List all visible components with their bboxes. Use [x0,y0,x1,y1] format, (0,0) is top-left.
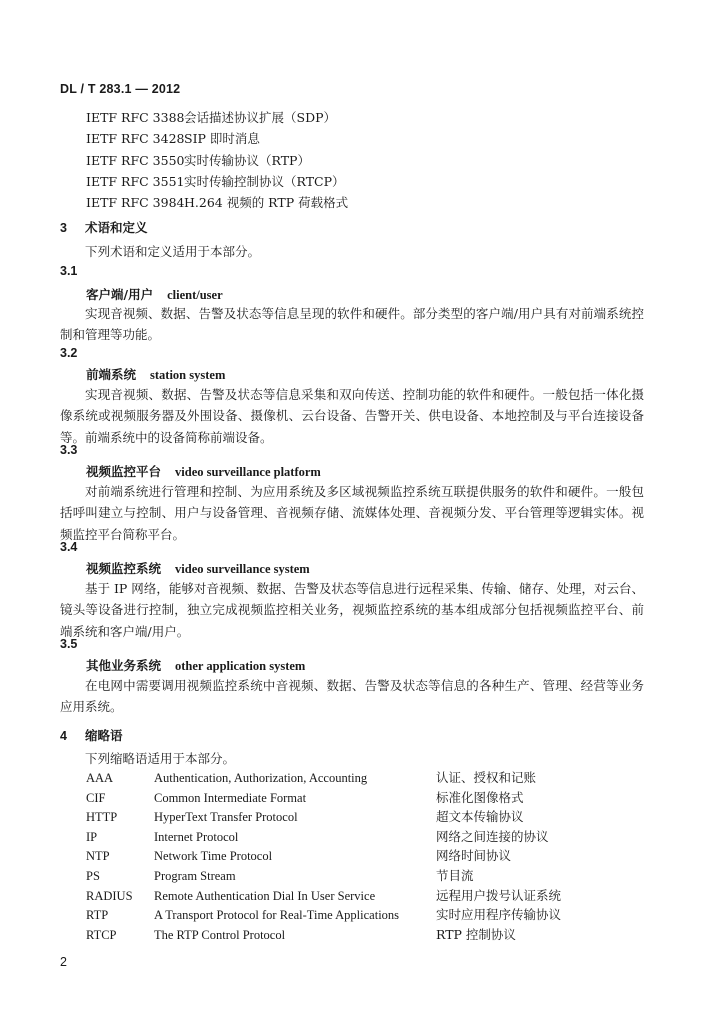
term-title [86,365,225,383]
abbreviation-row [86,788,561,808]
reference-item [86,128,348,149]
abbreviation-chinese: RTP 控制协议 [436,926,516,942]
term-en: station system [150,368,226,382]
abbreviation-row [86,827,561,847]
term-number: 3.4 [60,540,78,554]
abbreviation-table [86,768,561,944]
reference-id: IETF RFC 3388 [86,110,185,125]
reference-item [86,150,348,171]
term-en: client/user [167,288,223,302]
abbreviation-chinese: 超文本传输协议 [436,809,524,825]
abbreviation-chinese: 实时应用程序传输协议 [436,907,562,923]
abbreviation-chinese: 认证、授权和记账 [436,770,537,785]
reference-title: SIP 即时消息 [184,131,260,147]
reference-item [86,171,348,192]
abbreviation-english: Remote Authentication Dial In User Service [154,888,376,903]
term-definition: 对前端系统进行管理和控制、为应用系统及多区域视频监控系统互联提供服务的软件和硬件。一般包括呼叫建立与控制、用户与设备管理、音视频存储、流媒体处理、音视频分发、平台管理等逻辑实体。视频监控平台简称平台。 [60,484,644,542]
abbreviation-code: AAA [86,771,114,785]
abbreviation-code: CIF [86,790,106,805]
abbreviation-english: Internet Protocol [154,829,239,844]
abbreviation-row [86,768,561,788]
abbreviation-english: Program Stream [154,868,236,883]
abbreviation-code: PS [86,868,100,883]
abbreviation-chinese: 标准化图像格式 [436,789,524,805]
term-definition: 基于 IP 网络，能够对音视频、数据、告警及状态等信息进行远程采集、传输、储存、处理，对云台、镜头等设备进行控制，独立完成视频监控相关业务，视频监控系统的基本组成部分包括视频监控平台、前端系统和客户端/用户。 [60,581,644,639]
section-title: 缩略语 [85,728,123,743]
abbreviation-english: A Transport Protocol for Real-Time Applications [154,908,400,923]
term-zh: 视频监控平台 [86,464,162,479]
section-intro-abbreviations: 下列缩略语适用于本部分。 [85,751,236,766]
term-en: video surveillance system [175,562,310,576]
page-number: 2 [60,955,67,969]
abbreviation-english: HyperText Transfer Protocol [154,810,298,825]
abbreviation-chinese: 网络时间协议 [436,848,512,864]
abbreviation-chinese: 网络之间连接的协议 [436,828,549,844]
term-en: other application system [175,659,306,673]
abbreviation-code: NTP [86,849,110,864]
abbreviation-row [86,886,561,906]
reference-title: H.264 视频的 RTP 荷载格式 [184,195,349,211]
abbreviation-code: RTCP [86,927,117,942]
term-definition: 实现音视频、数据、告警及状态等信息呈现的软件和硬件。部分类型的客户端/用户具有对前端系统控制和管理等功能。 [60,306,644,343]
term-zh: 客户端/用户 [86,287,154,302]
reference-list [86,107,348,213]
term-title [86,285,223,303]
reference-title: 实时传输协议（RTP） [184,152,310,168]
abbreviation-row [86,807,561,827]
abbreviation-english: Authentication, Authorization, Accounting [154,771,368,785]
term-zh: 其他业务系统 [86,658,162,673]
abbreviation-code: RTP [86,908,109,923]
term-number: 3.2 [60,346,78,360]
term-zh: 前端系统 [86,367,137,382]
section-number: 4 [60,729,67,743]
term-en: video surveillance platform [175,465,321,479]
abbreviation-row [86,846,561,866]
abbreviation-code: RADIUS [86,888,133,903]
term-number: 3.3 [60,443,78,457]
reference-id: IETF RFC 3550 [86,152,185,168]
reference-id: IETF RFC 3551 [86,173,185,189]
term-definition: 在电网中需要调用视频监控系统中音视频、数据、告警及状态等信息的各种生产、管理、经营等业务应用系统。 [60,678,644,715]
abbreviation-row [86,905,561,925]
abbreviation-code: IP [86,829,98,844]
term-definition: 实现音视频、数据、告警及状态等信息采集和双向传送、控制功能的软件和硬件。一般包括一体化摄像系统或视频服务器及外围设备、摄像机、云台设备、告警开关、供电设备、本地控制及与平台连接设备等。前端系统中的设备简称前端设备。 [60,387,644,445]
abbreviation-english: The RTP Control Protocol [154,927,286,942]
abbreviation-code: HTTP [86,810,118,825]
section-heading-abbreviations [60,726,123,744]
abbreviation-chinese: 远程用户拨号认证系统 [436,887,562,903]
abbreviation-chinese: 节目流 [436,867,474,883]
term-number: 3.5 [60,637,78,651]
term-title [86,656,305,674]
abbreviation-row [86,925,561,945]
section-title: 术语和定义 [85,220,148,235]
term-title [86,462,321,480]
reference-item [86,192,348,213]
document-header-id: DL / T 283.1 — 2012 [60,82,181,96]
term-number: 3.1 [60,264,78,278]
reference-title: 会话描述协议扩展（SDP） [184,110,336,125]
abbreviation-english: Common Intermediate Format [154,790,307,805]
section-heading-terms [60,218,148,236]
reference-title: 实时传输控制协议（RTCP） [184,173,345,189]
term-zh: 视频监控系统 [86,561,162,576]
section-intro-terms: 下列术语和定义适用于本部分。 [85,244,261,259]
abbreviation-english: Network Time Protocol [154,849,273,864]
reference-item [86,107,348,128]
abbreviation-row [86,866,561,886]
reference-id: IETF RFC 3428 [86,131,185,147]
term-title [86,559,310,577]
reference-id: IETF RFC 3984 [86,195,185,211]
section-number: 3 [60,221,67,235]
